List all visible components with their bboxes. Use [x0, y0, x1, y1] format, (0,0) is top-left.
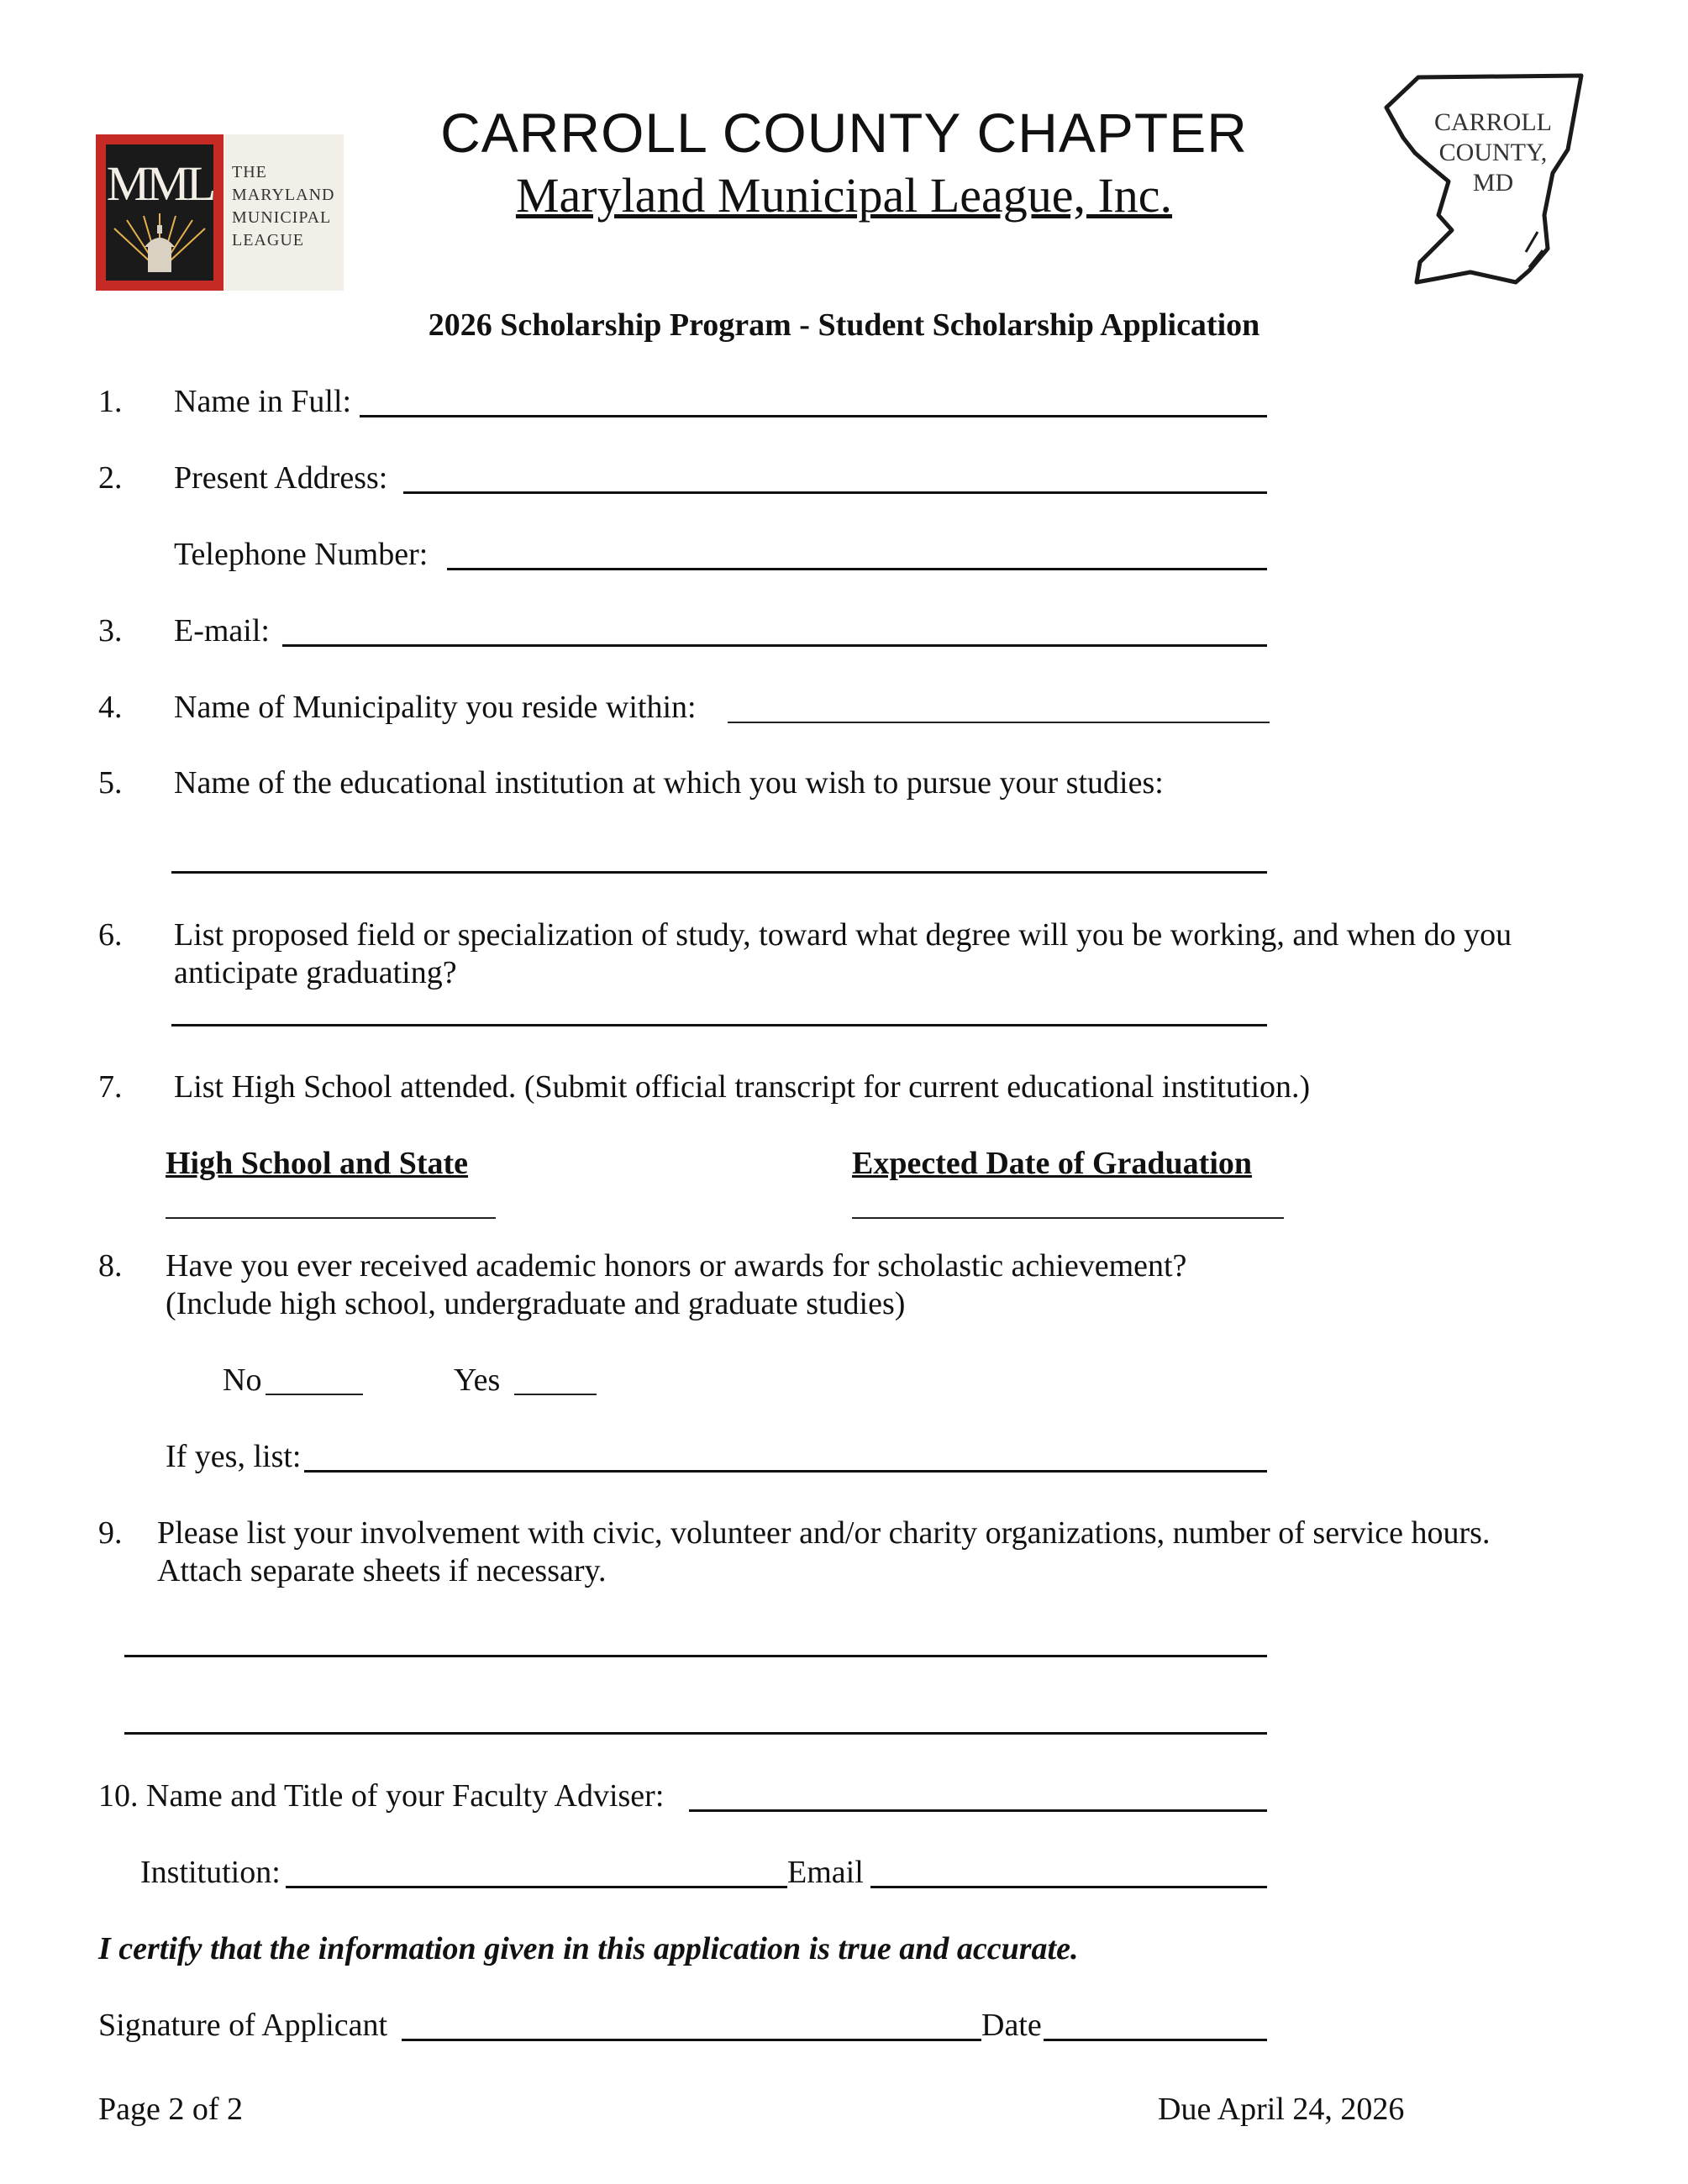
county-logo-line: MD: [1472, 169, 1514, 197]
signature-field[interactable]: [402, 2039, 981, 2041]
item-number: 3.: [98, 613, 123, 648]
name-label: Name in Full:: [174, 384, 352, 419]
county-logo-line: CARROLL: [1433, 108, 1552, 136]
institution-question: Name of the educational institution at which you wish to pursue your studies:: [174, 765, 1164, 801]
mml-logo-line: LEAGUE: [232, 231, 304, 249]
item-number: 6.: [98, 917, 123, 953]
civic-question-line1: Please list your involvement with civic, volunteer and/or charity organizations, number of service hours.: [157, 1515, 1491, 1551]
no-field[interactable]: [266, 1394, 363, 1395]
honors-list-label: If yes, list:: [166, 1439, 302, 1474]
carroll-county-map-logo: [1370, 72, 1588, 291]
mml-logo-line: THE: [232, 163, 267, 181]
civic-question-line2: Attach separate sheets if necessary.: [157, 1553, 607, 1588]
civic-field-2[interactable]: [124, 1732, 1267, 1735]
honors-list-field[interactable]: [304, 1470, 1267, 1473]
adviser-email-field[interactable]: [870, 1886, 1267, 1888]
item-number: 5.: [98, 765, 123, 801]
item-number: 2.: [98, 460, 123, 496]
graduation-date-field[interactable]: [852, 1217, 1284, 1219]
address-field[interactable]: [403, 491, 1267, 494]
yes-field[interactable]: [514, 1394, 597, 1395]
item-number: 9.: [98, 1515, 123, 1551]
yes-label: Yes: [454, 1362, 501, 1398]
mml-logo-line: MUNICIPAL: [232, 208, 332, 227]
email-field[interactable]: [282, 644, 1267, 647]
item-number: 1.: [98, 384, 123, 419]
adviser-email-label: Email: [787, 1855, 864, 1890]
no-label: No: [223, 1362, 262, 1398]
form-title: 2026 Scholarship Program - Student Scholarship Application: [428, 307, 1260, 343]
adviser-institution-label: Institution:: [140, 1855, 281, 1890]
faculty-adviser-label: 10. Name and Title of your Faculty Adviser:: [98, 1778, 665, 1814]
study-question-line2: anticipate graduating?: [174, 955, 457, 990]
high-school-field[interactable]: [166, 1217, 496, 1219]
mml-logo-line: MARYLAND: [232, 186, 335, 204]
address-label: Present Address:: [174, 460, 388, 496]
graduation-date-column-header: Expected Date of Graduation: [852, 1146, 1253, 1181]
honors-question-line2: (Include high school, undergraduate and graduate studies): [166, 1286, 906, 1321]
telephone-label: Telephone Number:: [174, 537, 429, 572]
page-number: Page 2 of 2: [98, 2092, 244, 2127]
chapter-title: CARROLL COUNTY CHAPTER: [440, 102, 1248, 164]
certification-statement: I certify that the information given in this application is true and accurate.: [98, 1931, 1079, 1966]
date-field[interactable]: [1044, 2039, 1267, 2041]
league-subtitle: Maryland Municipal League, Inc.: [515, 168, 1173, 223]
faculty-adviser-field[interactable]: [689, 1809, 1267, 1812]
high-school-column-header: High School and State: [166, 1146, 469, 1181]
study-question-line1: List proposed field or specialization of study, toward what degree will you be working, and when do you: [174, 917, 1512, 953]
municipality-field[interactable]: [728, 722, 1270, 723]
study-field[interactable]: [171, 1024, 1267, 1026]
honors-question-line1: Have you ever received academic honors or awards for scholastic achievement?: [166, 1248, 1187, 1284]
due-date: Due April 24, 2026: [1158, 2092, 1405, 2127]
signature-label: Signature of Applicant: [98, 2008, 388, 2043]
adviser-institution-field[interactable]: [286, 1886, 787, 1888]
date-label: Date: [981, 2008, 1042, 2043]
civic-field-1[interactable]: [124, 1655, 1267, 1657]
county-logo-line: COUNTY,: [1438, 139, 1548, 166]
item-number: 4.: [98, 690, 123, 725]
municipality-label: Name of Municipality you reside within:: [174, 690, 697, 725]
mml-monogram: MML: [106, 156, 213, 211]
high-school-question: List High School attended. (Submit official transcript for current educational institution.): [174, 1069, 1311, 1105]
name-field[interactable]: [360, 415, 1267, 417]
item-number: 7.: [98, 1069, 123, 1105]
item-number: 8.: [98, 1248, 123, 1284]
email-label: E-mail:: [174, 613, 270, 648]
telephone-field[interactable]: [447, 568, 1267, 570]
institution-field[interactable]: [171, 871, 1267, 874]
